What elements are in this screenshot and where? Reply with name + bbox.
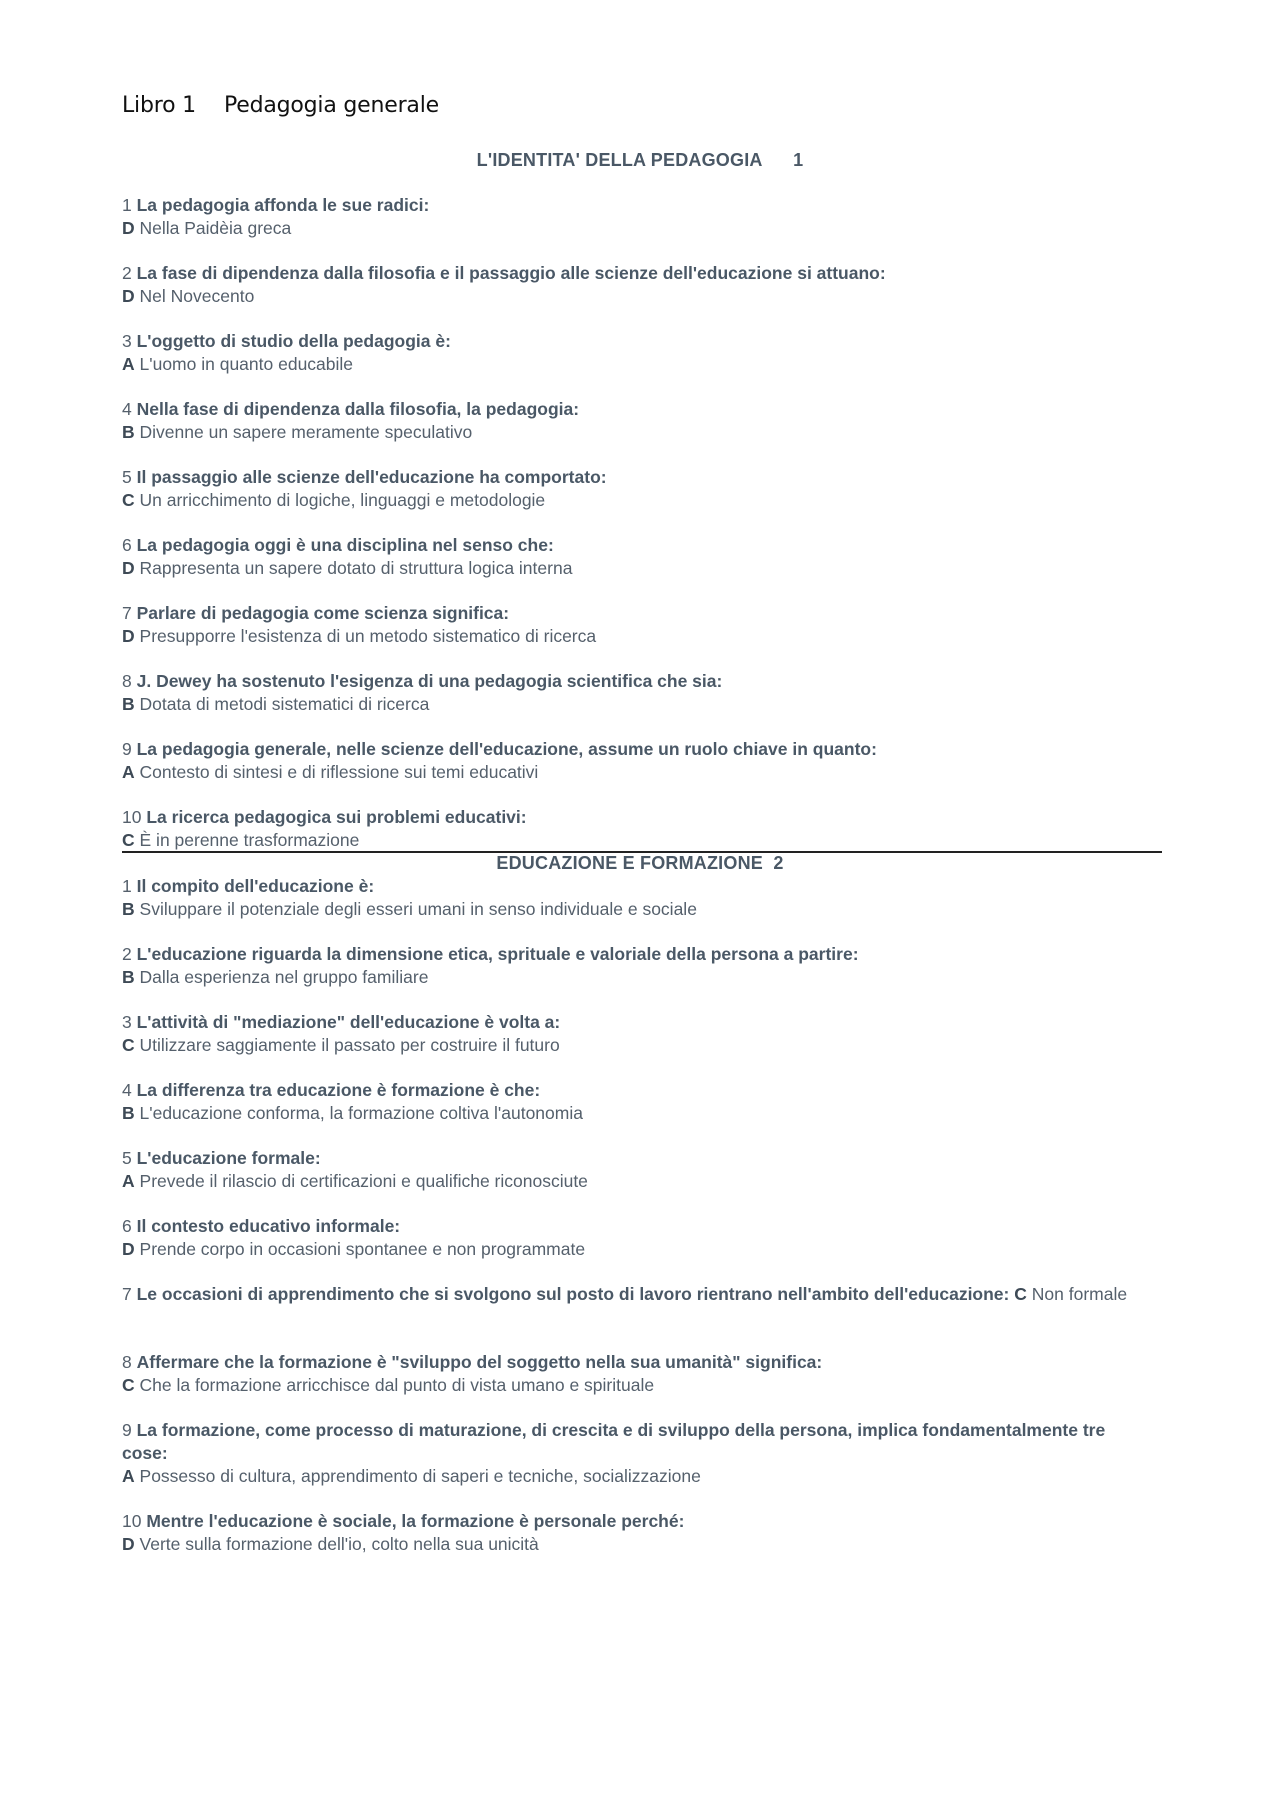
question-number: 1 [122, 876, 132, 896]
answer-letter: D [122, 626, 135, 646]
question-item [122, 1351, 1142, 1397]
question-item [122, 943, 1142, 989]
question-number: 1 [122, 195, 132, 215]
answer-text: Divenne un sapere meramente speculativo [139, 422, 473, 442]
answer-letter: D [122, 286, 135, 306]
answer-letter: C [122, 1035, 135, 1055]
answer-text: Rappresenta un sapere dotato di struttura logica interna [139, 558, 573, 578]
answer-text: Dotata di metodi sistematici di ricerca [139, 694, 430, 714]
question-number: 5 [122, 1148, 132, 1168]
answer-text: Non formale [1031, 1284, 1128, 1304]
answer-letter: A [122, 762, 135, 782]
answer-text: Verte sulla formazione dell'io, colto nella sua unicità [139, 1534, 539, 1554]
question-number: 10 [122, 1511, 142, 1531]
question-number: 7 [122, 603, 132, 623]
question-number: 2 [122, 263, 132, 283]
question-number: 9 [122, 739, 132, 759]
answer-text: Che la formazione arricchisce dal punto di vista umano e spirituale [139, 1375, 655, 1395]
answer-text: Sviluppare il potenziale degli esseri umani in senso individuale e sociale [139, 899, 697, 919]
answer-letter: C [122, 1375, 135, 1395]
question-number: 6 [122, 1216, 132, 1236]
answer-text: Contesto di sintesi e di riflessione sui temi educativi [139, 762, 539, 782]
answer-letter: D [122, 218, 135, 238]
question-item [122, 1283, 1142, 1306]
question-number: 4 [122, 399, 132, 419]
answer-letter: B [122, 694, 135, 714]
section-title: EDUCAZIONE E FORMAZIONE 2 [496, 853, 784, 873]
question-text: La pedagogia oggi è una disciplina nel senso che: [136, 535, 554, 555]
question-text: Il compito dell'educazione è: [136, 876, 375, 896]
question-number: 3 [122, 331, 132, 351]
question-item [122, 1510, 1142, 1556]
answer-letter: D [122, 558, 135, 578]
question-number: 6 [122, 535, 132, 555]
answer-letter: D [122, 1239, 135, 1259]
question-item [122, 738, 1142, 784]
question-number: 3 [122, 1012, 132, 1032]
subject-label: Pedagogia generale [223, 93, 439, 118]
question-text: La pedagogia generale, nelle scienze dell'educazione, assume un ruolo chiave in quanto: [136, 739, 877, 759]
answer-text: Nella Paidèia greca [139, 218, 292, 238]
answer-text: L'educazione conforma, la formazione coltiva l'autonomia [139, 1103, 583, 1123]
answer-text: Nel Novecento [139, 286, 255, 306]
question-text: La formazione, come processo di maturazione, di crescita e di sviluppo della persona, implica fondamentalmente tre cose: [122, 1420, 1106, 1463]
question-text: Il passaggio alle scienze dell'educazione ha comportato: [136, 467, 607, 487]
question-text: Il contesto educativo informale: [136, 1216, 401, 1236]
answer-letter: D [122, 1534, 135, 1554]
question-text: L'educazione riguarda la dimensione etica, sprituale e valoriale della persona a partire: [136, 944, 859, 964]
question-item [122, 330, 1142, 376]
question-number: 2 [122, 944, 132, 964]
question-number: 8 [122, 1352, 132, 1372]
question-text: La differenza tra educazione è formazione è che: [136, 1080, 541, 1100]
question-text: J. Dewey ha sostenuto l'esigenza di una pedagogia scientifica che sia: [136, 671, 723, 691]
answer-letter: B [122, 1103, 135, 1123]
question-item [122, 262, 1142, 308]
question-item [122, 1011, 1142, 1057]
answer-text: Prende corpo in occasioni spontanee e non programmate [139, 1239, 586, 1259]
question-item [122, 1419, 1142, 1488]
answer-letter: A [122, 1171, 135, 1191]
question-item [122, 466, 1142, 512]
answer-letter: C [122, 830, 135, 850]
question-item [122, 1215, 1142, 1261]
question-item [122, 670, 1142, 716]
question-text: Mentre l'educazione è sociale, la formazione è personale perché: [146, 1511, 685, 1531]
answer-text: Presupporre l'esistenza di un metodo sistematico di ricerca [139, 626, 597, 646]
question-number: 4 [122, 1080, 132, 1100]
answer-letter: B [122, 899, 135, 919]
section-title: L'IDENTITA' DELLA PEDAGOGIA 1 [476, 150, 804, 170]
question-item [122, 194, 1142, 240]
answer-text: È in perenne trasformazione [139, 830, 360, 850]
question-text: L'attività di "mediazione" dell'educazione è volta a: [136, 1012, 561, 1032]
question-number: 7 [122, 1284, 132, 1304]
question-number: 8 [122, 671, 132, 691]
answer-letter: C [1014, 1284, 1027, 1304]
answer-letter: A [122, 1466, 135, 1486]
answer-letter: B [122, 967, 135, 987]
question-item [122, 602, 1142, 648]
answer-text: Dalla esperienza nel gruppo familiare [139, 967, 429, 987]
question-text: Parlare di pedagogia come scienza significa: [136, 603, 510, 623]
question-item [122, 534, 1142, 580]
question-item [122, 875, 1142, 921]
question-text: La pedagogia affonda le sue radici: [136, 195, 430, 215]
book-label: Libro 1 [122, 93, 196, 118]
answer-letter: B [122, 422, 135, 442]
answer-letter: A [122, 354, 135, 374]
question-item [122, 398, 1142, 444]
question-number: 5 [122, 467, 132, 487]
answer-text: Possesso di cultura, apprendimento di saperi e tecniche, socializzazione [139, 1466, 701, 1486]
question-item [122, 806, 1142, 852]
question-item [122, 1147, 1142, 1193]
question-text: Affermare che la formazione è "sviluppo del soggetto nella sua umanità" significa: [136, 1352, 823, 1372]
answer-text: L'uomo in quanto educabile [139, 354, 354, 374]
answer-text: Prevede il rilascio di certificazioni e qualifiche riconosciute [139, 1171, 588, 1191]
question-text: Nella fase di dipendenza dalla filosofia, la pedagogia: [136, 399, 580, 419]
answer-letter: C [122, 490, 135, 510]
question-text: L'educazione formale: [136, 1148, 321, 1168]
question-text: L'oggetto di studio della pedagogia è: [136, 331, 451, 351]
question-text: La ricerca pedagogica sui problemi educativi: [146, 807, 527, 827]
answer-text: Utilizzare saggiamente il passato per costruire il futuro [139, 1035, 560, 1055]
question-item [122, 1079, 1142, 1125]
question-text: La fase di dipendenza dalla filosofia e il passaggio alle scienze dell'educazione si attuano: [136, 263, 886, 283]
question-number: 9 [122, 1420, 132, 1440]
answer-text: Un arricchimento di logiche, linguaggi e metodologie [139, 490, 546, 510]
question-number: 10 [122, 807, 142, 827]
question-text: Le occasioni di apprendimento che si svolgono sul posto di lavoro rientrano nell'ambito dell'educazione: [136, 1284, 1010, 1304]
document-header [122, 93, 439, 118]
